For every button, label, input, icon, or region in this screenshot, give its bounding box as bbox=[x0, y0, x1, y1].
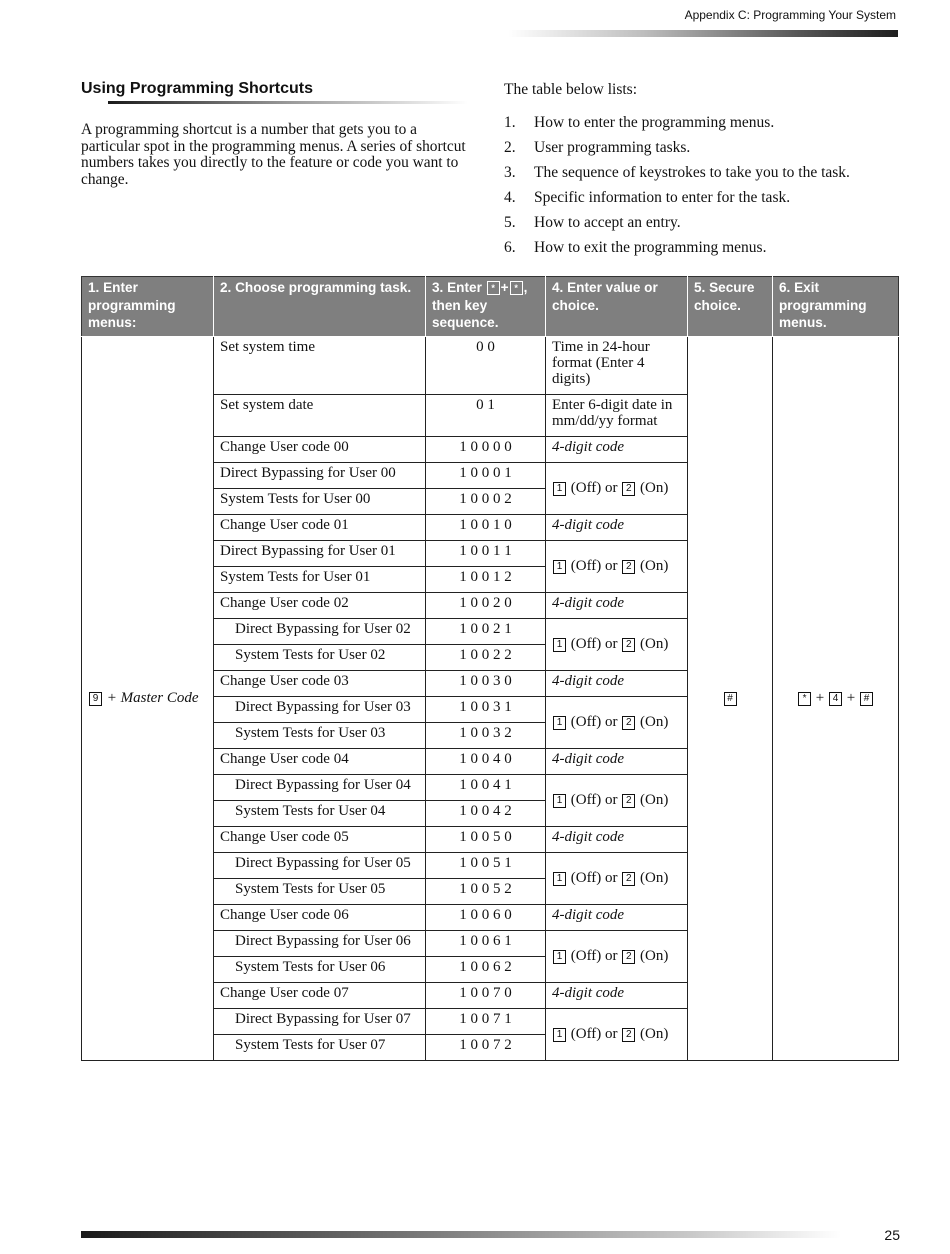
list-intro: The table below lists: bbox=[504, 81, 638, 98]
table-row bbox=[82, 337, 899, 395]
master-code-text: + Master Code bbox=[103, 690, 199, 706]
list-item-number: 5. bbox=[504, 214, 516, 231]
task-cell: System Tests for User 06 bbox=[214, 957, 426, 983]
off-text: (Off) or bbox=[567, 948, 622, 964]
value-cell: 4-digit code bbox=[546, 437, 688, 463]
header-gradient-bar bbox=[508, 30, 898, 37]
value-cell: Enter 6-digit date in mm/dd/yy format bbox=[546, 395, 688, 437]
star-key-icon: * bbox=[510, 281, 523, 295]
value-cell: 4-digit code bbox=[546, 671, 688, 697]
header-key-plus: + bbox=[500, 280, 509, 295]
key-sequence-cell: 1 0 0 3 2 bbox=[426, 723, 546, 749]
on-text: (On) bbox=[636, 1026, 669, 1042]
task-cell: System Tests for User 00 bbox=[214, 489, 426, 515]
secure-choice-cell bbox=[688, 337, 773, 1061]
key-1-icon: 1 bbox=[553, 794, 566, 808]
list-item bbox=[504, 139, 850, 164]
task-cell: Direct Bypassing for User 05 bbox=[214, 853, 426, 879]
value-cell: 4-digit code bbox=[546, 827, 688, 853]
off-on-choice-cell bbox=[546, 541, 688, 593]
task-cell: Direct Bypassing for User 03 bbox=[214, 697, 426, 723]
off-text: (Off) or bbox=[567, 480, 622, 496]
list-item-text: How to enter the programming menus. bbox=[534, 114, 775, 131]
off-on-choice-cell bbox=[546, 697, 688, 749]
running-header: Appendix C: Programming Your System bbox=[684, 8, 896, 22]
header-enter-value: 4. Enter value or choice. bbox=[546, 277, 688, 337]
task-cell: Direct Bypassing for User 01 bbox=[214, 541, 426, 567]
on-text: (On) bbox=[636, 480, 669, 496]
key-sequence-cell: 0 1 bbox=[426, 395, 546, 437]
key-sequence-cell: 1 0 0 4 0 bbox=[426, 749, 546, 775]
task-cell: System Tests for User 07 bbox=[214, 1035, 426, 1061]
task-cell: Change User code 02 bbox=[214, 593, 426, 619]
plus-text: + bbox=[843, 690, 859, 706]
table-header-row bbox=[82, 277, 899, 337]
key-sequence-cell: 1 0 0 5 0 bbox=[426, 827, 546, 853]
task-cell: System Tests for User 03 bbox=[214, 723, 426, 749]
key-2-icon: 2 bbox=[622, 716, 635, 730]
header-secure-choice: 5. Secure choice. bbox=[688, 277, 773, 337]
key-sequence-cell: 1 0 0 0 1 bbox=[426, 463, 546, 489]
key-1-icon: 1 bbox=[553, 716, 566, 730]
value-cell: 4-digit code bbox=[546, 515, 688, 541]
task-cell: Change User code 00 bbox=[214, 437, 426, 463]
task-cell: Set system date bbox=[214, 395, 426, 437]
value-cell: 4-digit code bbox=[546, 983, 688, 1009]
key-1-icon: 1 bbox=[553, 482, 566, 496]
header-key-suffix: , then key sequence. bbox=[432, 280, 528, 330]
list-item-number: 3. bbox=[504, 164, 516, 181]
section-heading: Using Programming Shortcuts bbox=[81, 80, 314, 97]
pound-key-icon: # bbox=[724, 692, 737, 706]
key-1-icon: 1 bbox=[553, 950, 566, 964]
task-cell: Direct Bypassing for User 06 bbox=[214, 931, 426, 957]
value-cell: 4-digit code bbox=[546, 593, 688, 619]
list-item bbox=[504, 239, 850, 264]
key-2-icon: 2 bbox=[622, 794, 635, 808]
off-text: (Off) or bbox=[567, 558, 622, 574]
task-cell: Direct Bypassing for User 02 bbox=[214, 619, 426, 645]
key-sequence-cell: 1 0 0 3 1 bbox=[426, 697, 546, 723]
star-key-icon: * bbox=[798, 692, 811, 706]
task-cell: Direct Bypassing for User 04 bbox=[214, 775, 426, 801]
key-sequence-cell: 1 0 0 7 0 bbox=[426, 983, 546, 1009]
task-cell: Change User code 04 bbox=[214, 749, 426, 775]
list-item bbox=[504, 189, 850, 214]
key-sequence-cell: 1 0 0 1 2 bbox=[426, 567, 546, 593]
off-text: (Off) or bbox=[567, 870, 622, 886]
list-item-number: 2. bbox=[504, 139, 516, 156]
off-on-choice-cell bbox=[546, 775, 688, 827]
list-item-text: User programming tasks. bbox=[534, 139, 691, 156]
task-cell: Change User code 06 bbox=[214, 905, 426, 931]
off-text: (Off) or bbox=[567, 636, 622, 652]
key-4-icon: 4 bbox=[829, 692, 842, 706]
value-cell: Time in 24-hour format (Enter 4 digits) bbox=[546, 337, 688, 395]
list-item bbox=[504, 114, 850, 139]
on-text: (On) bbox=[636, 948, 669, 964]
list-item-text: The sequence of keystrokes to take you to the task. bbox=[534, 164, 850, 181]
list-item-number: 1. bbox=[504, 114, 516, 131]
on-text: (On) bbox=[636, 870, 669, 886]
key-sequence-cell: 1 0 0 6 0 bbox=[426, 905, 546, 931]
key-sequence-cell: 1 0 0 7 2 bbox=[426, 1035, 546, 1061]
key-sequence-cell: 1 0 0 6 1 bbox=[426, 931, 546, 957]
key-2-icon: 2 bbox=[622, 638, 635, 652]
key-sequence-cell: 1 0 0 6 2 bbox=[426, 957, 546, 983]
task-cell: Change User code 05 bbox=[214, 827, 426, 853]
key-2-icon: 2 bbox=[622, 950, 635, 964]
off-on-choice-cell bbox=[546, 1009, 688, 1061]
off-text: (Off) or bbox=[567, 714, 622, 730]
off-on-choice-cell bbox=[546, 463, 688, 515]
key-1-icon: 1 bbox=[553, 638, 566, 652]
task-cell: Direct Bypassing for User 07 bbox=[214, 1009, 426, 1035]
list-item-text: How to exit the programming menus. bbox=[534, 239, 767, 256]
header-enter-menus: 1. Enter programming menus: bbox=[82, 277, 214, 337]
list-item bbox=[504, 164, 850, 189]
on-text: (On) bbox=[636, 558, 669, 574]
on-text: (On) bbox=[636, 714, 669, 730]
list-item-number: 6. bbox=[504, 239, 516, 256]
task-cell: System Tests for User 05 bbox=[214, 879, 426, 905]
exit-menus-cell bbox=[773, 337, 899, 1061]
task-cell: System Tests for User 04 bbox=[214, 801, 426, 827]
key-sequence-cell: 1 0 0 2 2 bbox=[426, 645, 546, 671]
key-sequence-cell: 1 0 0 4 2 bbox=[426, 801, 546, 827]
task-cell: System Tests for User 02 bbox=[214, 645, 426, 671]
task-cell: Change User code 01 bbox=[214, 515, 426, 541]
key-2-icon: 2 bbox=[622, 482, 635, 496]
task-cell: Change User code 07 bbox=[214, 983, 426, 1009]
key-sequence-cell: 1 0 0 5 1 bbox=[426, 853, 546, 879]
key-2-icon: 2 bbox=[622, 560, 635, 574]
on-text: (On) bbox=[636, 792, 669, 808]
key-9-icon: 9 bbox=[89, 692, 102, 706]
footer-gradient-bar bbox=[81, 1231, 841, 1238]
header-key-prefix: 3. Enter bbox=[432, 280, 486, 295]
key-sequence-cell: 1 0 0 1 1 bbox=[426, 541, 546, 567]
list-item-text: Specific information to enter for the task. bbox=[534, 189, 791, 206]
header-choose-task: 2. Choose programming task. bbox=[214, 277, 426, 337]
list-item bbox=[504, 214, 850, 239]
key-1-icon: 1 bbox=[553, 1028, 566, 1042]
key-1-icon: 1 bbox=[553, 872, 566, 886]
key-sequence-cell: 1 0 0 5 2 bbox=[426, 879, 546, 905]
steps-list bbox=[504, 114, 850, 264]
key-sequence-cell: 1 0 0 2 1 bbox=[426, 619, 546, 645]
on-text: (On) bbox=[636, 636, 669, 652]
key-sequence-cell: 0 0 bbox=[426, 337, 546, 395]
task-cell: Set system time bbox=[214, 337, 426, 395]
key-2-icon: 2 bbox=[622, 872, 635, 886]
header-key-sequence bbox=[426, 277, 546, 337]
pound-key-icon: # bbox=[860, 692, 873, 706]
key-sequence-cell: 1 0 0 2 0 bbox=[426, 593, 546, 619]
off-text: (Off) or bbox=[567, 1026, 622, 1042]
intro-paragraph: A programming shortcut is a number that gets you to a particular spot in the programming menus. A series of shortcut numbers takes you directly to the feature or code you want to change. bbox=[81, 121, 466, 188]
off-on-choice-cell bbox=[546, 619, 688, 671]
value-cell: 4-digit code bbox=[546, 905, 688, 931]
plus-text: + bbox=[812, 690, 828, 706]
star-key-icon: * bbox=[487, 281, 500, 295]
task-cell: Direct Bypassing for User 00 bbox=[214, 463, 426, 489]
key-sequence-cell: 1 0 0 0 0 bbox=[426, 437, 546, 463]
programming-shortcuts-table bbox=[81, 276, 899, 1061]
off-text: (Off) or bbox=[567, 792, 622, 808]
task-cell: Change User code 03 bbox=[214, 671, 426, 697]
off-on-choice-cell bbox=[546, 931, 688, 983]
key-2-icon: 2 bbox=[622, 1028, 635, 1042]
page-number: 25 bbox=[884, 1227, 900, 1243]
heading-rule bbox=[108, 101, 468, 104]
list-item-text: How to accept an entry. bbox=[534, 214, 681, 231]
key-sequence-cell: 1 0 0 0 2 bbox=[426, 489, 546, 515]
key-sequence-cell: 1 0 0 3 0 bbox=[426, 671, 546, 697]
value-cell: 4-digit code bbox=[546, 749, 688, 775]
header-exit-menus: 6. Exit programming menus. bbox=[773, 277, 899, 337]
list-item-number: 4. bbox=[504, 189, 516, 206]
key-1-icon: 1 bbox=[553, 560, 566, 574]
key-sequence-cell: 1 0 0 1 0 bbox=[426, 515, 546, 541]
task-cell: System Tests for User 01 bbox=[214, 567, 426, 593]
key-sequence-cell: 1 0 0 7 1 bbox=[426, 1009, 546, 1035]
key-sequence-cell: 1 0 0 4 1 bbox=[426, 775, 546, 801]
enter-menus-cell bbox=[82, 337, 214, 1061]
off-on-choice-cell bbox=[546, 853, 688, 905]
